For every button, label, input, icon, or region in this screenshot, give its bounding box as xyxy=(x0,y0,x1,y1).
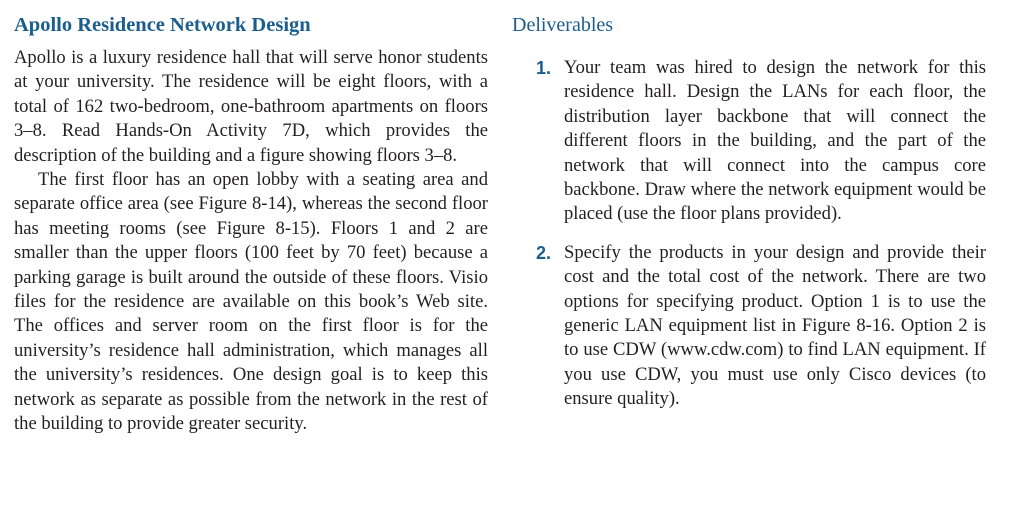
body-paragraph-2: The first floor has an open lobby with a seating area and separate office area (see Figure 8-14), whereas the second floor has meeting rooms (see Figure 8-15). Floors 1 and 2 are smaller than the upper floors (100 feet by 70 feet) because a parking garage is built around the outside of these floors. Visio files for the residence are available on this book’s Web site. The offices and server room on the first floor is for the university’s residence hall administration, which manages all the university’s residences. One design goal is to keep this network as separate as possible from the network in the rest of the building to provide greater security. xyxy=(14,169,488,435)
body-paragraph-1: Apollo is a luxury residence hall that will serve honor students at your university. The residence will be eight floors, with a total of 162 two-bedroom, one-bathroom apartments on floors 3–8. Read Hands-On Activity 7D, which provides the description of the building and a figure showing floors 3–8. xyxy=(14,47,488,166)
section-title: Apollo Residence Network Design xyxy=(14,14,311,36)
list-item xyxy=(512,56,986,227)
list-item-text: Your team was hired to design the network for this residence hall. Design the LANs for each floor, the distribution layer backbone that will connect the different floors in the building, and the part of the network that will connect into the campus core backbone. Draw where the network equipment would be placed (use the floor plans provided). xyxy=(564,57,986,225)
deliverables-column xyxy=(512,12,986,426)
list-item-text: Specify the products in your design and provide their cost and the total cost of the network. There are two options for specifying product. Option 1 is to use the generic LAN equipment list in Figure 8-16. Option 2 is to use CDW (www.cdw.com) to find LAN equipment. If you use CDW, you must use only Cisco devices (to ensure quality). xyxy=(564,241,986,410)
deliverables-list xyxy=(512,56,986,412)
deliverables-heading: Deliverables xyxy=(512,14,614,36)
list-item-number: 1. xyxy=(536,58,552,78)
list-item-number: 2. xyxy=(536,242,552,263)
case-study-column xyxy=(14,12,488,437)
list-item xyxy=(512,241,986,412)
